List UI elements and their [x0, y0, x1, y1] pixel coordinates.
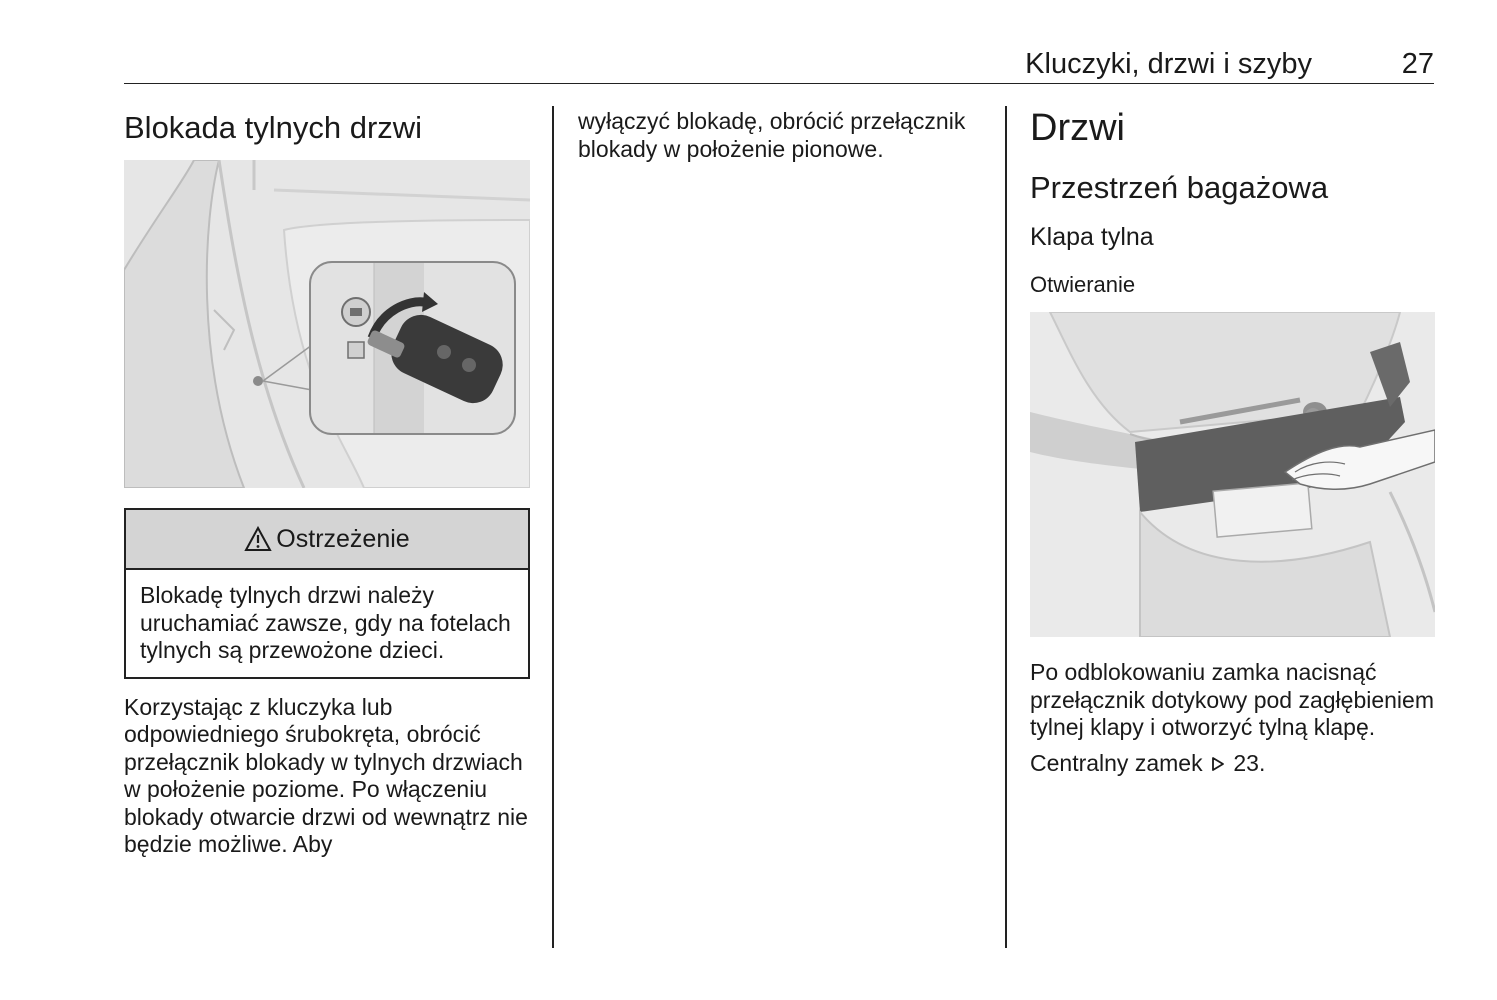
body-paragraph: wyłączyć blokadę, obrócić przełącznik blokady w położenie pionowe. [578, 108, 966, 162]
cross-reference [1030, 750, 1435, 778]
topic-heading: Otwieranie [1030, 272, 1136, 297]
column-left [124, 106, 530, 859]
section-heading: Blokada tylnych drzwi [124, 110, 423, 145]
reference-text: Centralny zamek [1030, 749, 1203, 776]
column-divider [1005, 106, 1007, 948]
body-paragraph: Korzystając z kluczyka lub odpowiedniego śrubokręta, obrócić przełącznik blokady w tylnych drzwiach w położenie poziome. Po włączeniu blokady otwarcie drzwi od wewnątrz nie będzie możliwe. Aby [124, 693, 528, 857]
section-title: Kluczyki, drzwi i szyby [1025, 48, 1312, 80]
column-divider [552, 106, 554, 948]
warning-box [124, 508, 530, 679]
body-paragraph: Po odblokowaniu zamka nacisnąć przełącznik dotykowy pod zagłębieniem tylnej klapy i otworzyć tylną klapę. [1030, 659, 1434, 740]
warning-header [126, 510, 528, 570]
page-header [124, 48, 1434, 84]
page-number: 27 [1401, 48, 1434, 80]
tailgate-illustration [1030, 312, 1435, 637]
section-heading: Przestrzeń bagażowa [1030, 170, 1329, 205]
warning-title: Ostrzeżenie [276, 524, 410, 553]
warning-text: Blokadę tylnych drzwi należy uruchamiać zawsze, gdy na fotelach tylnych są przewożone dzieci. [140, 582, 511, 663]
page-reference-arrow-icon [1209, 755, 1227, 773]
subsection-heading: Klapa tylna [1030, 223, 1154, 251]
warning-triangle-icon [244, 526, 272, 552]
column-middle [578, 106, 978, 163]
reference-page: 23. [1233, 749, 1266, 776]
column-right [1030, 106, 1435, 777]
child-lock-illustration [124, 160, 530, 488]
chapter-heading: Drzwi [1030, 107, 1125, 149]
